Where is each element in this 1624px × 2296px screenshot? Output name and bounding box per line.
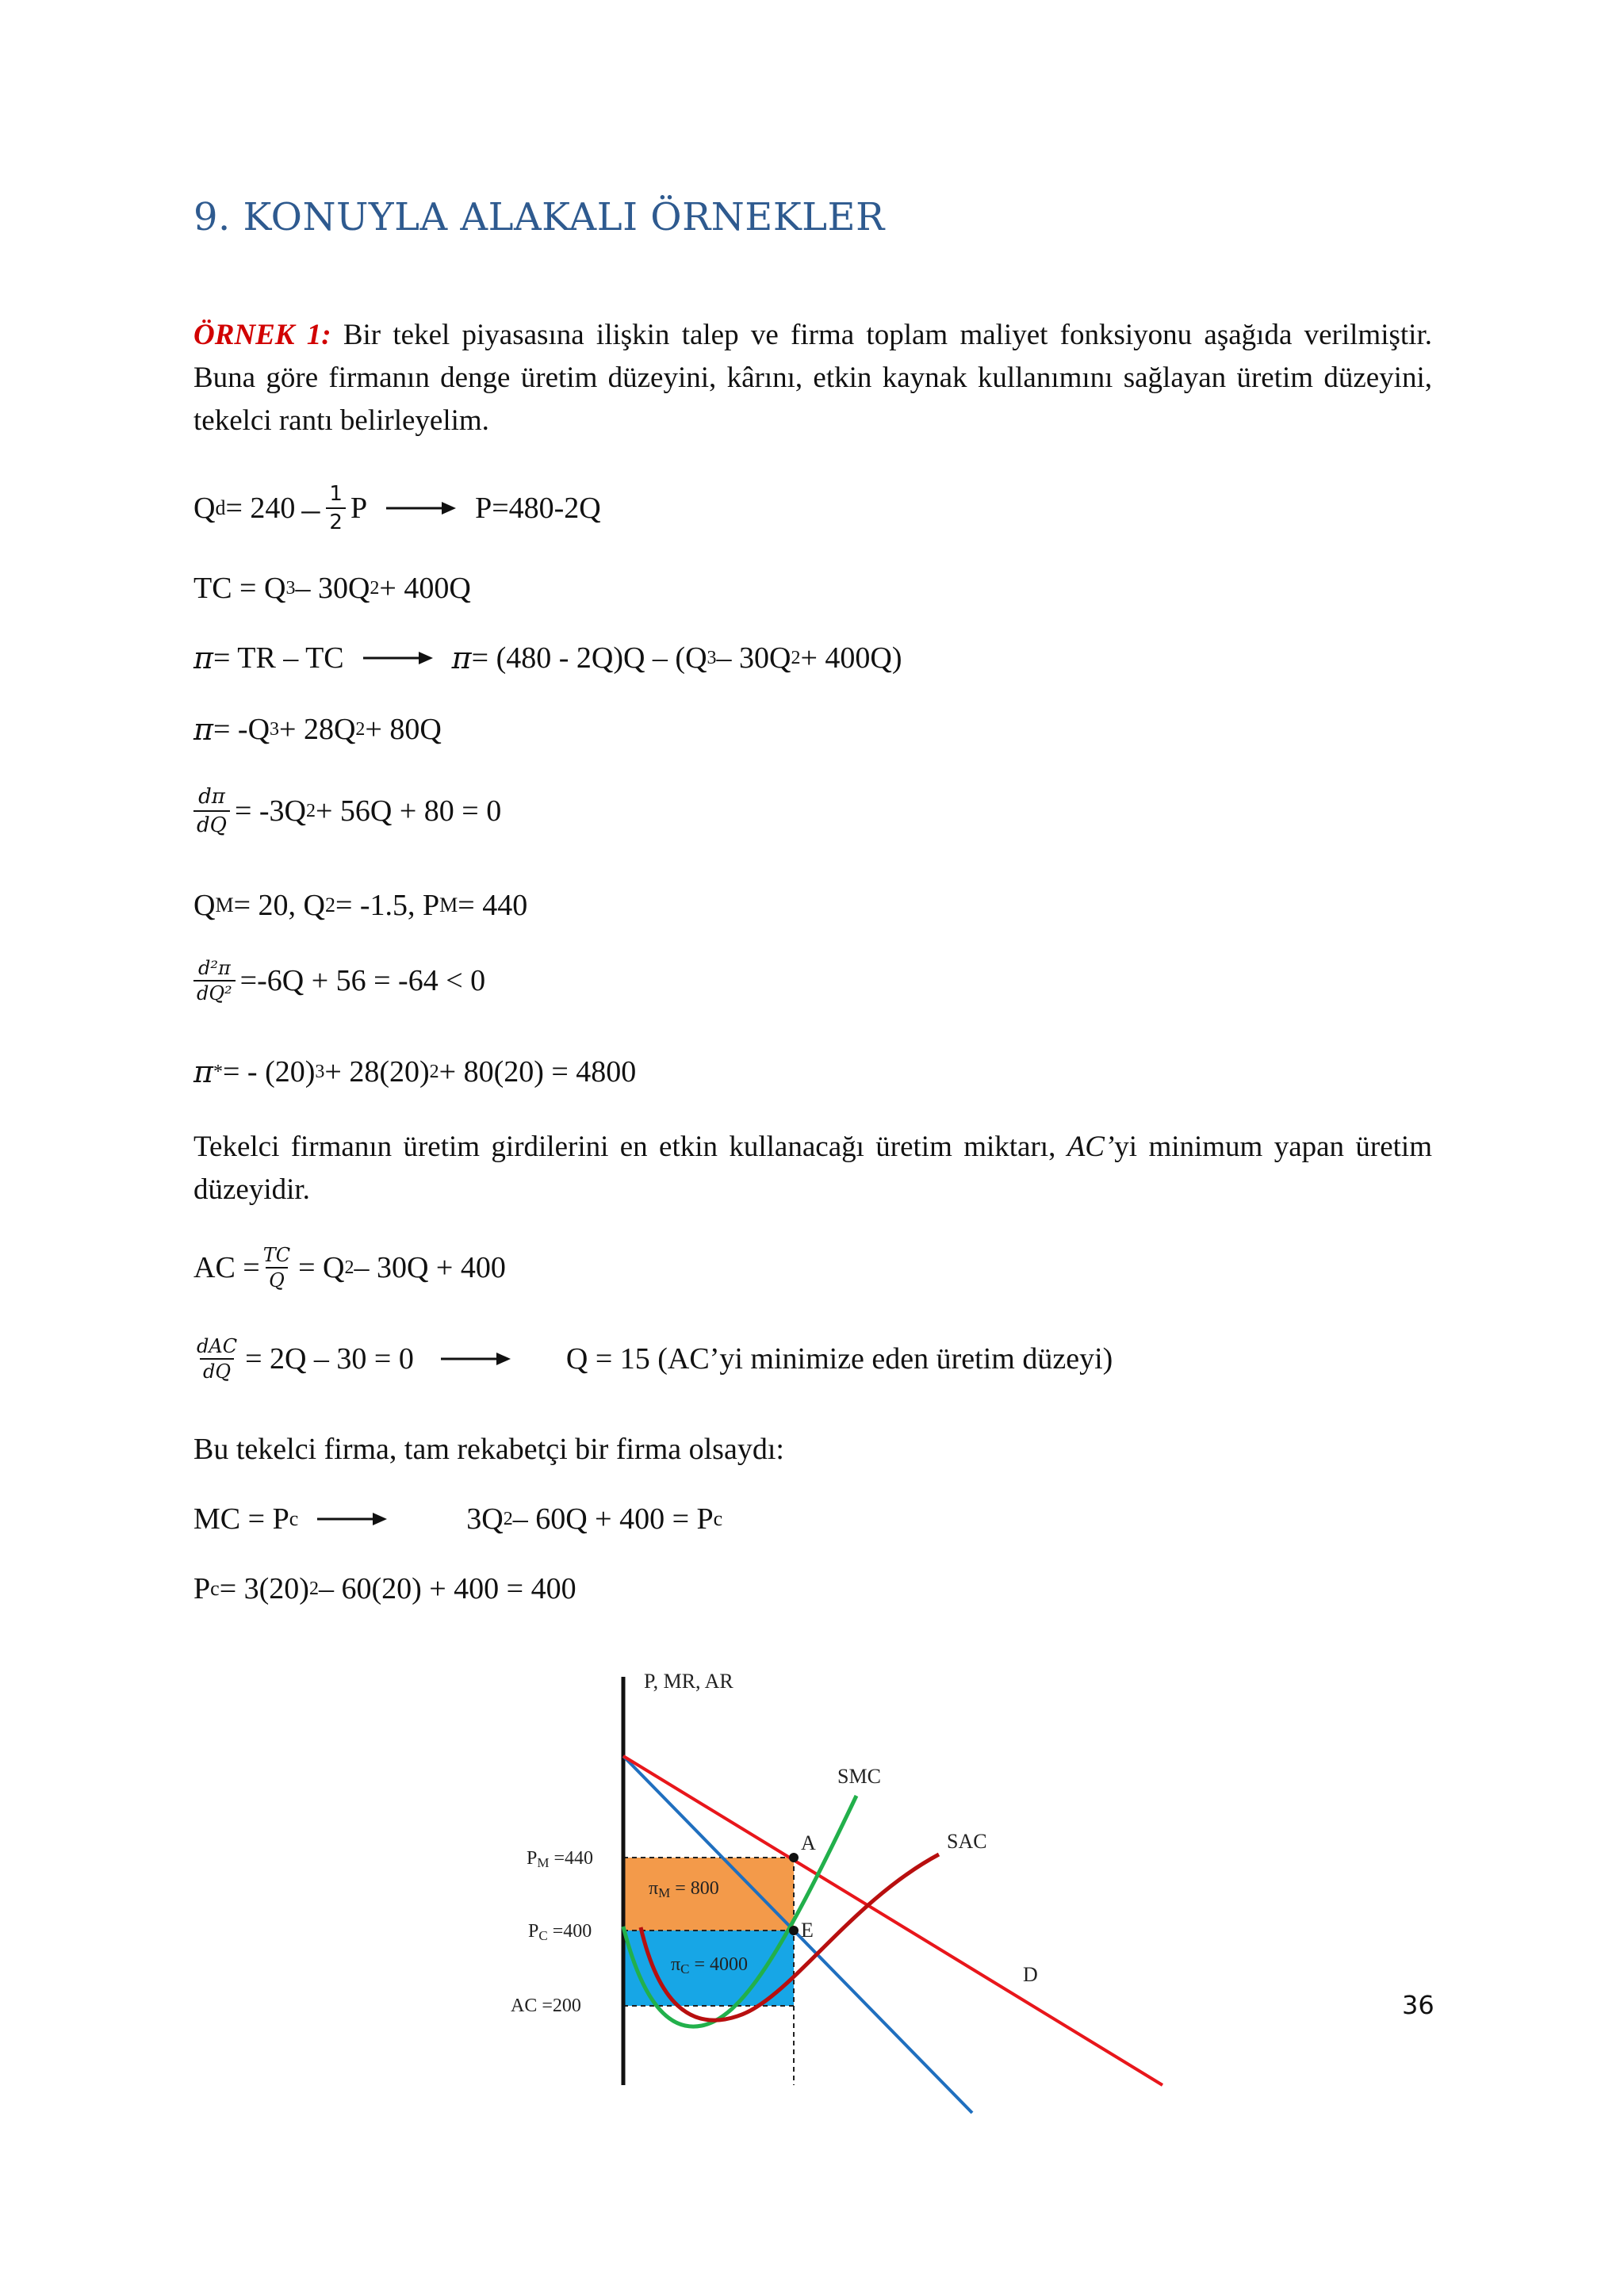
pc-equation: P c = 3(20) 2 – 60(20) + 400 = 400 <box>193 1572 576 1605</box>
point-e <box>789 1926 799 1935</box>
arrow-icon <box>386 500 456 516</box>
pm-label: PM =440 <box>527 1848 594 1870</box>
point-e-label: E <box>801 1919 814 1942</box>
competitive-profit-label: πC = 4000 <box>671 1954 749 1976</box>
monopoly-diagram <box>476 1653 1269 2121</box>
ac-derivative: $\frac{\text{dAC}}{dQ}$ = 2Q – 30 = 0 Q = 15 (AC’yi minimize eden üretim düzeyi) <box>197 1335 1113 1383</box>
axis-label: P, MR, AR <box>644 1670 733 1693</box>
arrow-icon <box>441 1351 511 1367</box>
tc-equation: TC = Q 3 – 30Q 2 + 400Q <box>193 572 471 605</box>
roots-line: Q M = 20, Q 2 = -1.5, P M = 440 <box>193 889 528 922</box>
ac-label: AC =200 <box>511 1996 581 2016</box>
efficiency-paragraph: Tekelci firmanın üretim girdilerini en etkin kullanacağı üretim miktarı, AC’yi minimum yapan üretim düzeyidir. <box>193 1131 1432 1206</box>
half-fraction: $\frac{1}{2}$ <box>326 480 346 536</box>
section-heading: 9. KONUYLA ALAKALI ÖRNEKLER <box>193 195 885 239</box>
point-a-label: A <box>801 1831 816 1854</box>
example-label: ÖRNEK 1: <box>193 319 331 351</box>
example-text: Bir tekel piyasasına ilişkin talep ve firma toplam maliyet fonksiyonu aşağıda verilmiştir. Buna göre firmanın denge üretim düzeyini, kârını, etkin kaynak kullanımını sağlayan üretim düzeyini, tekelci rantı belirleyelim. <box>193 319 1432 437</box>
profit-definition: π = TR – TC π = (480 - 2Q)Q – (Q 3 – 30Q 2 + 400Q) <box>193 641 902 675</box>
arrow-icon <box>363 650 433 666</box>
monopoly-rent-label: πM = 800 <box>649 1878 719 1900</box>
ac-equation: AC = $\frac{TC}{Q}$ = Q 2 – 30Q + 400 <box>193 1244 506 1292</box>
sac-label: SAC <box>947 1830 987 1853</box>
example-paragraph <box>193 314 1432 442</box>
second-order-condition: $\frac{\text{d²π}}{\text{dQ²}}$ =-6Q + 56 = -64 < 0 <box>193 956 485 1005</box>
competitive-text: Bu tekelci firma, tam rekabetçi bir firma olsaydı: <box>193 1433 784 1466</box>
page-number: 36 <box>1402 1990 1434 2020</box>
first-order-condition: $\frac{d\pi}{dQ}$ = -3Q 2 + 56Q + 80 = 0 <box>193 783 501 839</box>
demand-equation: Q d = 240 – $\frac{1}{2}$ P P=480-2Q <box>193 482 601 534</box>
smc-label: SMC <box>837 1765 881 1788</box>
profit-function: π = -Q 3 + 28Q 2 + 80Q <box>193 712 442 747</box>
pc-label: PC =400 <box>528 1921 592 1943</box>
max-profit-line: π * = - (20) 3 + 28(20) 2 + 80(20) = 4800 <box>193 1054 637 1089</box>
arrow-icon <box>317 1511 387 1527</box>
point-a <box>789 1853 799 1862</box>
demand-label: D <box>1023 1963 1038 1986</box>
mc-equation: MC = P c 3Q 2 – 60Q + 400 = P c <box>193 1502 723 1536</box>
